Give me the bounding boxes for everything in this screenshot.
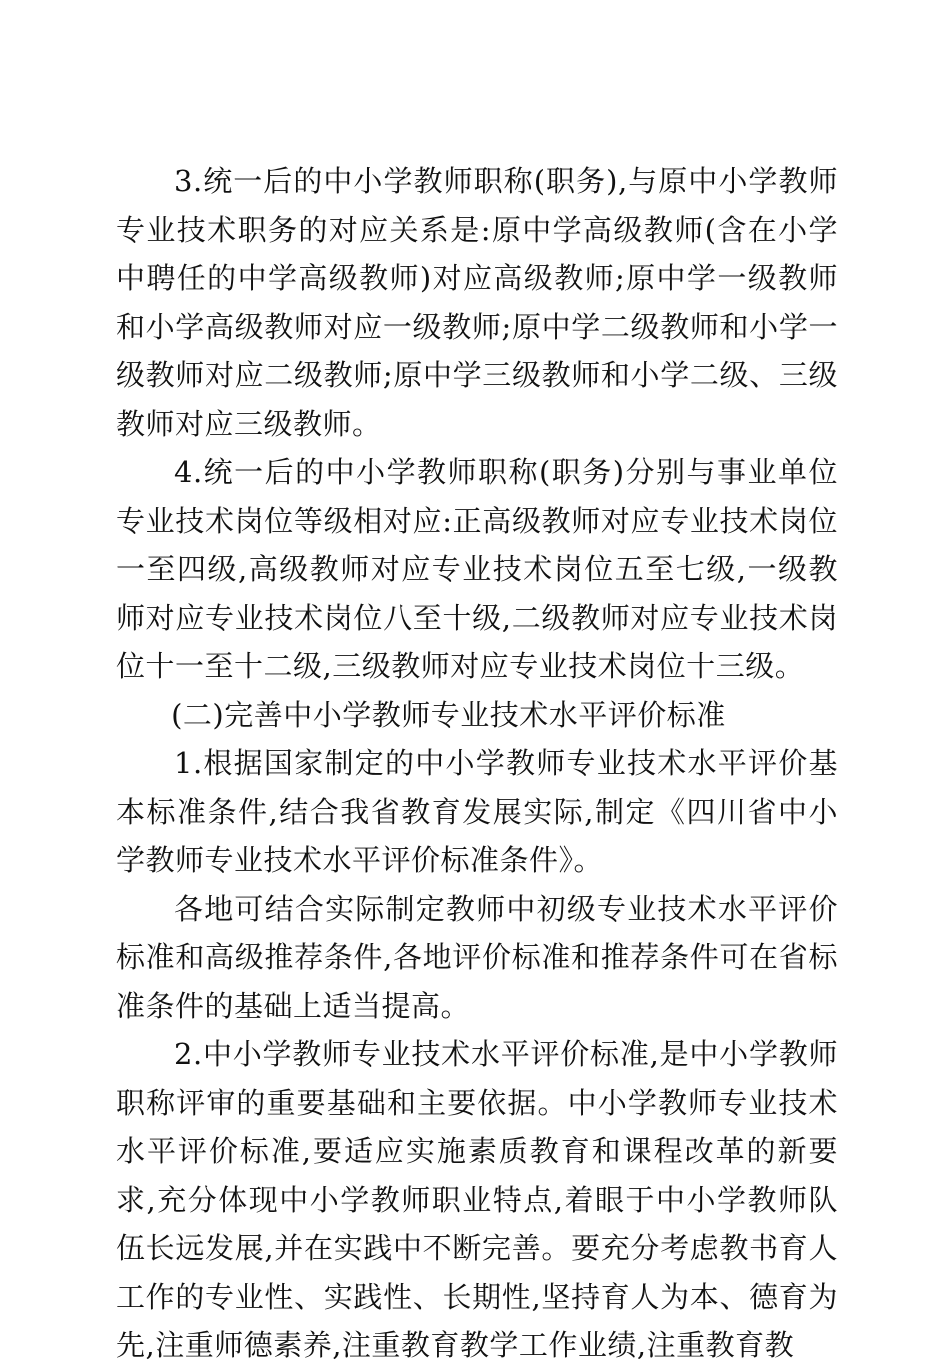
paragraph-standard-1: 1.根据国家制定的中小学教师专业技术水平评价基本标准条件,结合我省教育发展实际,制定《四川省中小学教师专业技术水平评价标准条件》。 (116, 746, 838, 877)
section-heading-2: (二)完善中小学教师专业技术水平评价标准 (171, 697, 726, 732)
document-body (116, 157, 838, 1370)
paragraph-local-standards: 各地可结合实际制定教师中初级专业技术水平评价标准和高级推荐条件,各地评价标准和推荐条件可在省标准条件的基础上适当提高。 (116, 891, 838, 1023)
paragraph-item-4: 4.统一后的中小学教师职称(职务)分别与事业单位专业技术岗位等级相对应:正高级教师对应专业技术岗位一至四级,高级教师对应专业技术岗位五至七级,一级教师对应专业技术岗位八至十级,二级教师对应专业技术岗位十一至十二级,三级教师对应专业技术岗位十三级。 (116, 455, 838, 683)
paragraph-item-3: 3.统一后的中小学教师职称(职务),与原中小学教师专业技术职务的对应关系是:原中学高级教师(含在小学中聘任的中学高级教师)对应高级教师;原中学一级教师和小学高级教师对应一级教师;原中学二级教师和小学一级教师对应二级教师;原中学三级教师和小学二级、三级教师对应三级教师。 (116, 164, 838, 441)
paragraph-standard-2: 2.中小学教师专业技术水平评价标准,是中小学教师职称评审的重要基础和主要依据。中小学教师专业技术水平评价标准,要适应实施素质教育和课程改革的新要求,充分体现中小学教师职业特点,着眼于中小学教师队伍长远发展,并在实践中不断完善。要充分考虑教书育人工作的专业性、实践性、长期性,坚持育人为本、德育为先,注重师德素养,注重教育教学工作业绩,注重教育教 (116, 1037, 838, 1362)
